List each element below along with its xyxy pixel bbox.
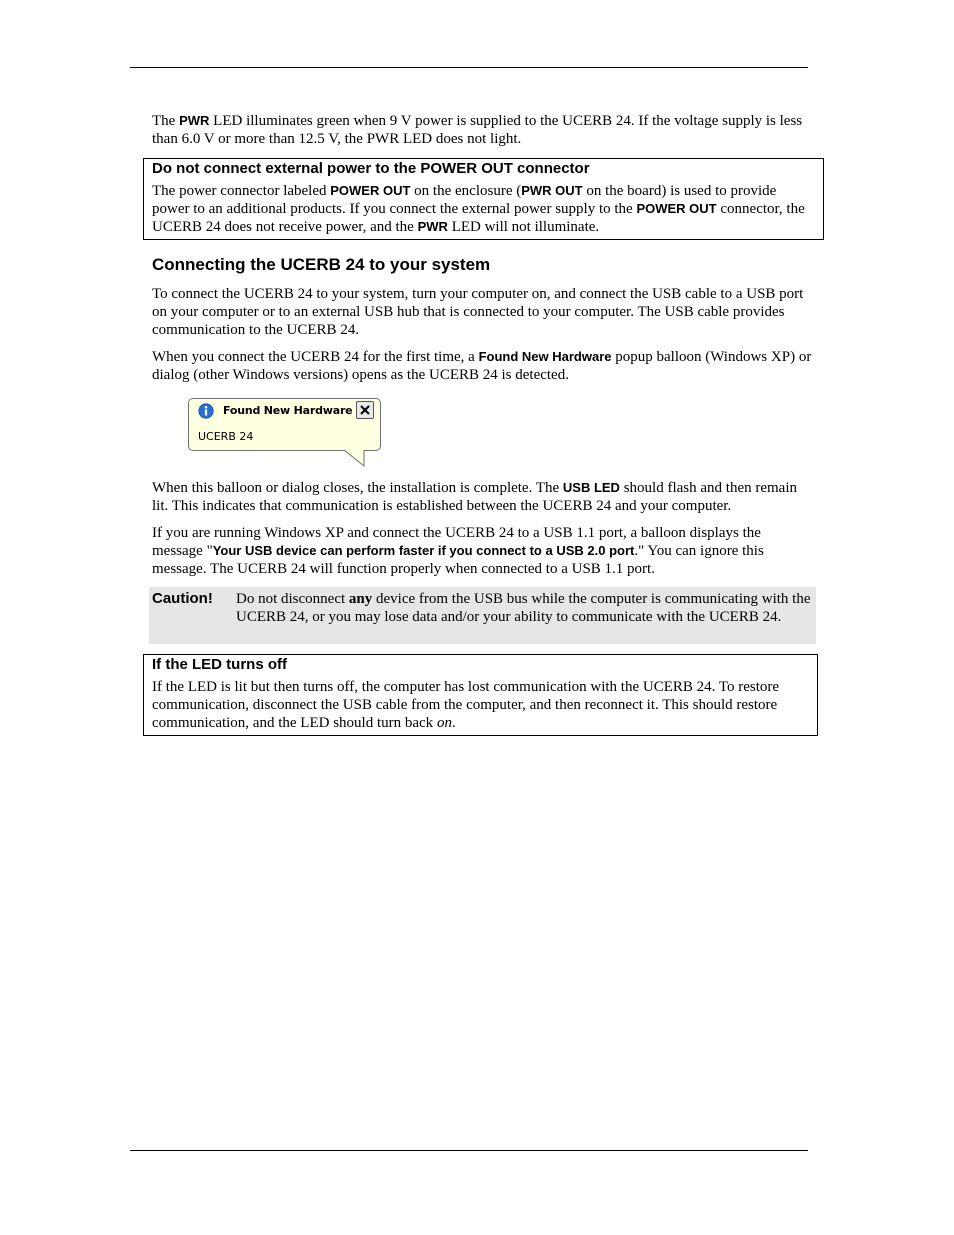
- info-icon: [198, 403, 214, 419]
- footer-rule: [130, 1150, 808, 1151]
- note-body: The power connector labeled POWER OUT on the enclosure (PWR OUT on the board) is used to provide power to an additional products. If you connect the external power supply to the POWER OUT connector, the UCERB 24 does not receive power, and the PWR LED will not illuminate.: [152, 183, 805, 235]
- section-heading: Connecting the UCERB 24 to your system: [152, 255, 491, 274]
- power-out-note: [143, 158, 824, 240]
- note-body: If the LED is lit but then turns off, the computer has lost communication with the UCERB 24. To restore communication, disconnect the USB cable from the computer, and then reconnect it. This should restore communication, and the LED should turn back on.: [152, 679, 780, 731]
- connect-paragraph: To connect the UCERB 24 to your system, turn your computer on, and connect the USB cable to a USB port on your computer or to an external USB hub that is connected to your computer. The USB cable provides communication to the UCERB 24.: [152, 286, 804, 338]
- windows-xp-paragraph: If you are running Windows XP and connect the UCERB 24 to a USB 1.1 port, a balloon displays the message "Your USB device can perform faster if you connect to a USB 2.0 port." You can ignore this message. The UCERB 24 will function properly when connected to a USB 1.1 port.: [152, 525, 764, 577]
- header-rule: [130, 67, 808, 68]
- caution-box: [149, 587, 816, 644]
- led-off-note: [143, 654, 818, 736]
- found-new-hardware-balloon: [188, 398, 381, 468]
- balloon-title: Found New Hardware: [223, 404, 353, 417]
- caution-text: Do not disconnect any device from the USB bus while the computer is communicating with the UCERB 24, or you may lose data and/or your ability to communicate with the UCERB 24.: [236, 591, 811, 625]
- close-x-glyph: [357, 402, 373, 418]
- install-complete-paragraph: When this balloon or dialog closes, the installation is complete. The USB LED should flash and then remain lit. This indicates that communication is established between the UCERB 24 and your computer.: [152, 480, 797, 514]
- note-title: Do not connect external power to the POWER OUT connector: [152, 160, 590, 177]
- pwr-led-paragraph: The PWR LED illuminates green when 9 V power is supplied to the UCERB 24. If the voltage supply is less than 6.0 V or more than 12.5 V, the PWR LED does not light.: [152, 113, 803, 147]
- first-time-paragraph: When you connect the UCERB 24 for the first time, a Found New Hardware popup balloon (Windows XP) or dialog (other Windows versions) opens as the UCERB 24 is detected.: [152, 349, 812, 383]
- balloon-message: UCERB 24: [198, 430, 254, 443]
- caution-label: Caution!: [152, 590, 213, 607]
- note-title: If the LED turns off: [152, 656, 287, 673]
- close-icon[interactable]: [356, 401, 374, 419]
